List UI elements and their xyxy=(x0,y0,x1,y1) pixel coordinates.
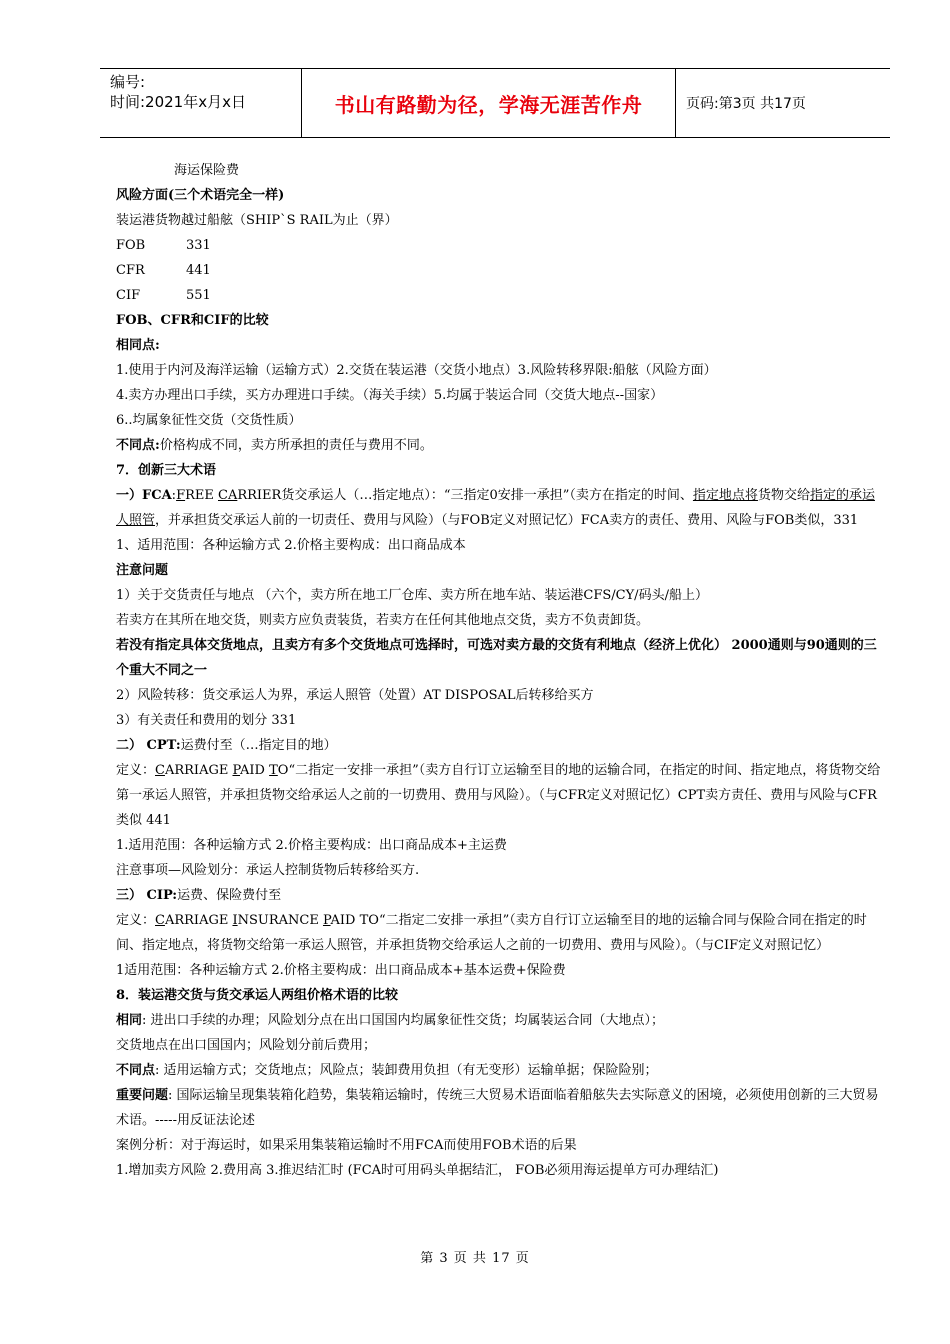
underlined-initial: P xyxy=(232,763,241,778)
text-line: 1.增加卖方风险 2.费用高 3.推迟结汇时 (FCA时可用码头单据结汇， FOB必须用海运提单方可办理结汇) xyxy=(116,1163,719,1178)
cpt-definition xyxy=(116,758,884,833)
text-line: 1、适用范围：各种运输方式 2.价格主要构成：出口商品成本 xyxy=(116,538,466,553)
fca-paragraph xyxy=(116,483,884,533)
text-line: 1适用范围：各种运输方式 2.价格主要构成：出口商品成本+基本运费+保险费 xyxy=(116,963,566,978)
term-row-cif xyxy=(116,283,884,308)
bold-label: 不同点 xyxy=(116,1063,156,1078)
page-header xyxy=(100,68,890,138)
bold-label: 不同点: xyxy=(116,438,160,453)
term-row-cfr xyxy=(116,258,884,283)
term-code: 551 xyxy=(186,288,211,303)
text-line: 4.卖方办理出口手续，买方办理进口手续。（海关手续）5.均属于装运合同（交货大地点--国家） xyxy=(116,388,664,403)
text-span: ARRIAGE xyxy=(164,763,233,778)
term-code: 441 xyxy=(186,263,211,278)
cpt-heading-line: 二） CPT:运费付至（…指定目的地） xyxy=(116,738,337,753)
term-name: CIF xyxy=(116,288,141,303)
footer-total-pages: 17 xyxy=(492,1251,511,1266)
text-span: 定义： xyxy=(116,763,156,778)
section-heading: 7．创新三大术语 xyxy=(116,463,217,478)
text-span: : 国际运输呈现集装箱化趋势，集装箱运输时，传统三大贸易术语面临着船舷失去实际意义的困境，必须使用创新的三大贸易术语。-----用反证法论述 xyxy=(116,1088,879,1128)
header-page-label: 页码:第3页 共17页 xyxy=(686,96,806,112)
text-span: 价格构成不同，卖方所承担的责任与费用不同。 xyxy=(159,438,433,453)
term-name: FOB xyxy=(116,238,146,253)
bold-label: 重要问题 xyxy=(116,1088,169,1103)
text-line: 6..均属象征性交货（交货性质） xyxy=(116,413,302,428)
bold-label: 相同 xyxy=(116,1013,143,1028)
text-paragraph xyxy=(116,1083,884,1133)
document-number-label: 编号: xyxy=(110,73,146,91)
cip-definition xyxy=(116,908,884,958)
footer-page-number: 3 xyxy=(439,1251,449,1266)
text-line xyxy=(116,1058,884,1083)
text-span: : 进出口手续的办理；风险划分点在出口国国内均属象征性交货；均属装运合同（大地点）； xyxy=(142,1013,665,1028)
text-line: 1.适用范围：各种运输方式 2.价格主要构成：出口商品成本+主运费 xyxy=(116,838,507,853)
underlined-initial: P xyxy=(322,913,331,928)
term-code: 331 xyxy=(186,238,211,253)
text-span: O xyxy=(277,763,289,778)
text-line: 注意事项—风险划分：承运人控制货物后转移给买方. xyxy=(116,863,420,878)
text-span: ARRIAGE xyxy=(164,913,233,928)
underlined-initial: F xyxy=(176,488,186,503)
cip-heading: 三） CIP xyxy=(116,888,173,903)
section-heading: FOB、CFR和CIF的比较 xyxy=(116,313,269,328)
section-heading: 风险方面(三个术语完全一样) xyxy=(116,188,285,203)
cpt-heading: 二） CPT xyxy=(116,738,176,753)
document-date-label: 时间:2021年x月x日 xyxy=(110,93,246,111)
header-meta xyxy=(100,69,302,137)
text-line: 3）有关责任和费用的划分 331 xyxy=(116,713,297,728)
text-span: “二指定一安排一承担”（卖方自行订立运输至目的地的运输合同，在指定的时间、指定地点，将货物交给第一承运人照管，并承担货物交给承运人之前的一切费用、费用与风险）。（与CFR定义对照记忆）CPT卖方责任、费用与风险与CFR类似 441 xyxy=(116,763,881,828)
text-span: 货物交给 xyxy=(757,488,810,503)
footer-prefix: 第 xyxy=(420,1251,435,1266)
text-span: : xyxy=(171,488,177,503)
text-span: AID xyxy=(240,763,270,778)
text-line: 交货地点在出口国国内；风险划分前后费用； xyxy=(116,1038,377,1053)
text-line: 若卖方在其所在地交货，则卖方应负责装货，若卖方在任何其他地点交货，卖方不负责卸货。 xyxy=(116,613,650,628)
text-span: 定义： xyxy=(116,913,156,928)
fca-heading: 一）FCA xyxy=(116,488,172,503)
footer-suffix: 页 xyxy=(515,1251,530,1266)
text-line: 1.使用于内河及海洋运输（运输方式）2.交货在装运港（交货小地点）3.风险转移界限:船舷（风险方面） xyxy=(116,363,717,378)
underlined-initial: CA xyxy=(218,488,238,503)
underlined-text: 指定的承运人照管 xyxy=(116,488,875,528)
underlined-text: 指定地点将 xyxy=(692,488,758,503)
underlined-initial: T xyxy=(269,763,278,778)
text-span: “二指定二安排一承担”（卖方自行订立运输至目的地的运输合同与保险合同在指定的时间、指定地点，将货物交给第一承运人照管，并承担货物交给承运人之前的一切费用、费用与风险）。（与CIF定义对照记忆） xyxy=(116,913,867,953)
underlined-initial: C xyxy=(155,913,165,928)
section-heading: 8．装运港交货与货交承运人两组价格术语的比较 xyxy=(116,988,399,1003)
text-line: 案例分析：对于海运时，如果采用集装箱运输时不用FCA而使用FOB术语的后果 xyxy=(116,1138,577,1153)
section-heading: 注意问题 xyxy=(116,563,169,578)
term-row-fob xyxy=(116,233,884,258)
text-line: 2）风险转移：货交承运人为界，承运人照管（处置）AT DISPOSAL后转移给买方 xyxy=(116,688,594,703)
text-span: 货交承运人（…指定地点）：“三指定0安排一承担”（卖方在指定的时间、 xyxy=(281,488,693,503)
section-heading: 相同点: xyxy=(116,338,160,353)
text-span: : 适用运输方式；交货地点；风险点；装卸费用负担（有无变形）运输单据；保险险别； xyxy=(155,1063,658,1078)
document-body xyxy=(116,158,884,1183)
text-span: 运费、保险费付至 xyxy=(177,888,282,903)
underlined-initial: C xyxy=(155,763,165,778)
underlined-initial: I xyxy=(232,913,238,928)
text-line: 装运港货物越过船舷（SHIP`S RAIL为止（界） xyxy=(116,213,398,228)
text-line: 海运保险费 xyxy=(174,163,240,178)
header-motto: 书山有路勤为径，学海无涯苦作舟 xyxy=(302,69,676,137)
text-span: AID TO xyxy=(330,913,379,928)
text-span: RRIER xyxy=(237,488,282,503)
text-line xyxy=(116,1008,884,1033)
text-span: NSURANCE xyxy=(237,913,323,928)
text-span: ，并承担货交承运人前的一切责任、费用与风险）（与FOB定义对照记忆）FCA卖方的责任、费用、风险与FOB类似，331 xyxy=(155,513,859,528)
text-span: 运费付至（…指定目的地） xyxy=(180,738,337,753)
text-line: 1）关于交货责任与地点 （六个，卖方所在地工厂仓库、卖方所在地车站、装运港CFS/CY/码头/船上） xyxy=(116,588,708,603)
cip-heading-line: 三） CIP:运费、保险费付至 xyxy=(116,888,282,903)
footer-mid: 页 共 xyxy=(453,1251,487,1266)
bold-paragraph: 若没有指定具体交货地点，且卖方有多个交货地点可选择时，可选对卖方最的交货有利地点（经济上优化） 2000通则与90通则的三个重大不同之一 xyxy=(116,638,877,678)
page-footer xyxy=(0,1247,950,1266)
text-span: REE xyxy=(185,488,218,503)
text-line xyxy=(116,433,884,458)
term-name: CFR xyxy=(116,263,145,278)
